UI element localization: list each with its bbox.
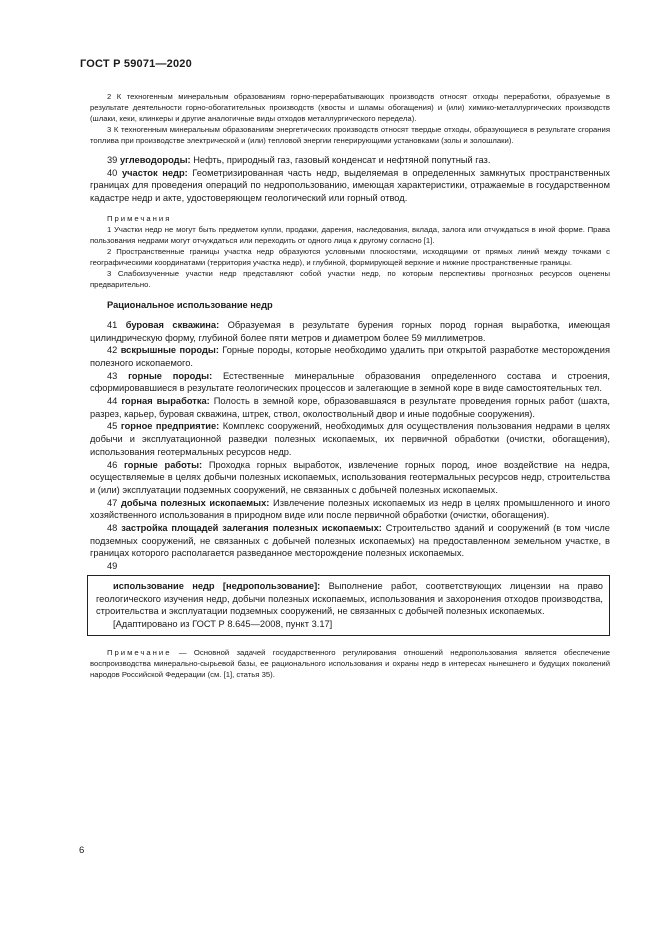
term-definition: Комплекс сооружений, необходимых для осуществления пользования недрами в целях добычи и эксплуатационной разведки полезных ископаемых, их первичной обработки (очистки, обогащения), использования геотермальных ресурсов недр. (90, 421, 611, 457)
term-name: горная выработка: (121, 396, 210, 407)
term-name: горные породы: (128, 370, 213, 381)
term-number: 39 (107, 155, 118, 165)
term-number: 41 (107, 319, 118, 330)
term-entry-40 (90, 167, 610, 205)
term-definition: Проходка горных выработок, извлечение горных пород, иное воздействие на недра, осуществляемые в целях добычи полезных ископаемых, использования геотермальных ресурсов недр, строительства и (или) эксплуатации подземных сооружений, не связанных с добычей полезных ископаемых. (90, 459, 610, 495)
page-content (90, 91, 610, 680)
term-name: горное предприятие: (120, 421, 220, 432)
term-name: использование недр [недропользование]: (113, 580, 321, 591)
term-source: [Адаптировано из ГОСТ Р 8.645—2008, пункт 3.17] (113, 618, 333, 629)
term-name: добыча полезных ископаемых: (120, 497, 270, 508)
term-entry-42 (90, 344, 610, 369)
term-definition: Извлечение полезных ископаемых из недр в целях промышленного и иного хозяйственного использования в природном виде или после первичной обработки (очистки, обогащения). (90, 497, 611, 521)
term-name: участок недр: (121, 167, 188, 178)
term-definition: Образуемая в результате бурения горных пород горная выработка, имеющая цилиндрическую форму, глубиной более пяти метров и диаметром более 59 миллиметров. (90, 319, 610, 343)
note-item: 1 Участки недр не могут быть предметом купли, продажи, дарения, наследования, вклада, залога или отчуждаться в иной форме. Права пользования недрами могут отчуждаться или переходить от одного лица к другому согласно [1]. (90, 224, 610, 245)
term-entry-46 (90, 459, 610, 497)
note-dash: — (178, 647, 187, 657)
note-bottom (90, 647, 610, 680)
note-item: 2 К техногенным минеральным образованиям горно-перерабатывающих производств относят отходы переработки, образуемые в результате деятельности горно-обогатительных производств (хвосты и шламы обогащения) и (или) химико-металлургических производств (шлаки, кеки, клинкеры и другие аналогичные виды отходов металлургического передела). (90, 92, 610, 123)
term-definition: Естественные минеральные образования определенного состава и строения, сформировавшиеся в результате геологических процессов и залегающие в земной коре в виде самостоятельных тел. (90, 370, 610, 394)
term-definition: Выполнение работ, соответствующих лицензии на право геологического изучения недр, добычи полезных ископаемых, использования и захоронения отходов производства, строительства и эксплуатации подземных сооружений, не связанных с добычей полезных ископаемых. (96, 580, 603, 617)
term-49-box (87, 575, 610, 636)
note-item: 3 Слабоизученные участки недр представляют собой участки недр, по которым перспективы прогнозных ресурсов оценены предварительно. (90, 268, 610, 289)
term-name: буровая скважина: (125, 319, 220, 330)
term-name: горные работы: (124, 459, 203, 470)
term-number: 44 (107, 396, 118, 407)
term-name: углеводороды: (119, 155, 191, 165)
term-entry-39 (90, 154, 610, 167)
terms-group-b (90, 319, 610, 636)
term-number: 43 (107, 370, 118, 381)
notes-middle (90, 213, 610, 290)
note-item (90, 647, 610, 680)
term-entry-43 (90, 370, 610, 395)
term-number: 40 (107, 167, 118, 178)
term-number: 45 (107, 421, 118, 432)
term-number: 42 (107, 345, 118, 356)
term-definition: Строительство зданий и сооружений (в том числе подземных сооружений, не связанных с добычей полезных ископаемых) на предоставленном земельном участке, в границах которого располагается разведанное месторождение полезных ископаемых. (90, 523, 610, 559)
term-number-49: 49 (107, 561, 118, 572)
term-entry-45 (90, 420, 610, 458)
note-text: Основной задачей государственного регулирования отношений недропользования является обеспечение воспроизводства минерально-сырьевой базы, ее рационального использования и охраны недр в интересах нынешнего и будущих поколений народов Российской Федерации (см. [1], статья 35). (90, 647, 611, 679)
page-number: 6 (79, 845, 85, 856)
term-definition: Горные породы, которые необходимо удалить при открытой разработке месторождения полезного ископаемого. (90, 345, 610, 368)
term-entry-44 (90, 395, 610, 420)
notes-top (90, 91, 610, 146)
note-item: 3 К техногенным минеральным образованиям энергетических производств относят твердые отходы, образующиеся в результате сгорания топлива при производстве электрической и (или) тепловой энергии генерирующими установками (золы и золошлаки). (90, 125, 610, 145)
section-title: Рациональное использование недр (107, 299, 273, 310)
term-name: вскрышные породы: (120, 345, 219, 356)
note-item: 2 Пространственные границы участка недр образуются условными плоскостями, исходящими от прямых линий между точками с географическими координатами (территория участка недр), и глубиной, формирующей верхние и нижние пространственные границы. (90, 246, 610, 267)
note-label: Примечание (107, 647, 172, 657)
term-number: 46 (107, 459, 118, 470)
term-entry-41 (90, 319, 610, 344)
term-name: застройка площадей залегания полезных ископаемых: (121, 523, 382, 534)
term-entry-48 (90, 522, 610, 560)
document-header: ГОСТ Р 59071—2020 (80, 58, 192, 70)
term-definition: Полость в земной коре, образовавшаяся в результате проведения горных работ (шахта, разрез, карьер, буровая скважина, штрек, ствол, околоствольный двор и иные подобные сооружения). (90, 396, 611, 419)
term-entry-49 (96, 580, 603, 618)
term-number: 48 (107, 523, 118, 534)
term-number: 47 (107, 497, 118, 508)
term-definition: Геометризированная часть недр, выделяемая в определенных замкнутых пространственных границах для проведения операций по недропользованию, имеющая характеристики, отражаемые в государственном кадастре недр и акте, удостоверяющем геологический или горный отвод. (90, 167, 611, 204)
term-definition: Нефть, природный газ, газовый конденсат и нефтяной попутный газ. (193, 155, 491, 165)
notes-heading: Примечания (107, 213, 172, 223)
term-entry-47 (90, 497, 610, 522)
terms-group-a (90, 154, 610, 205)
